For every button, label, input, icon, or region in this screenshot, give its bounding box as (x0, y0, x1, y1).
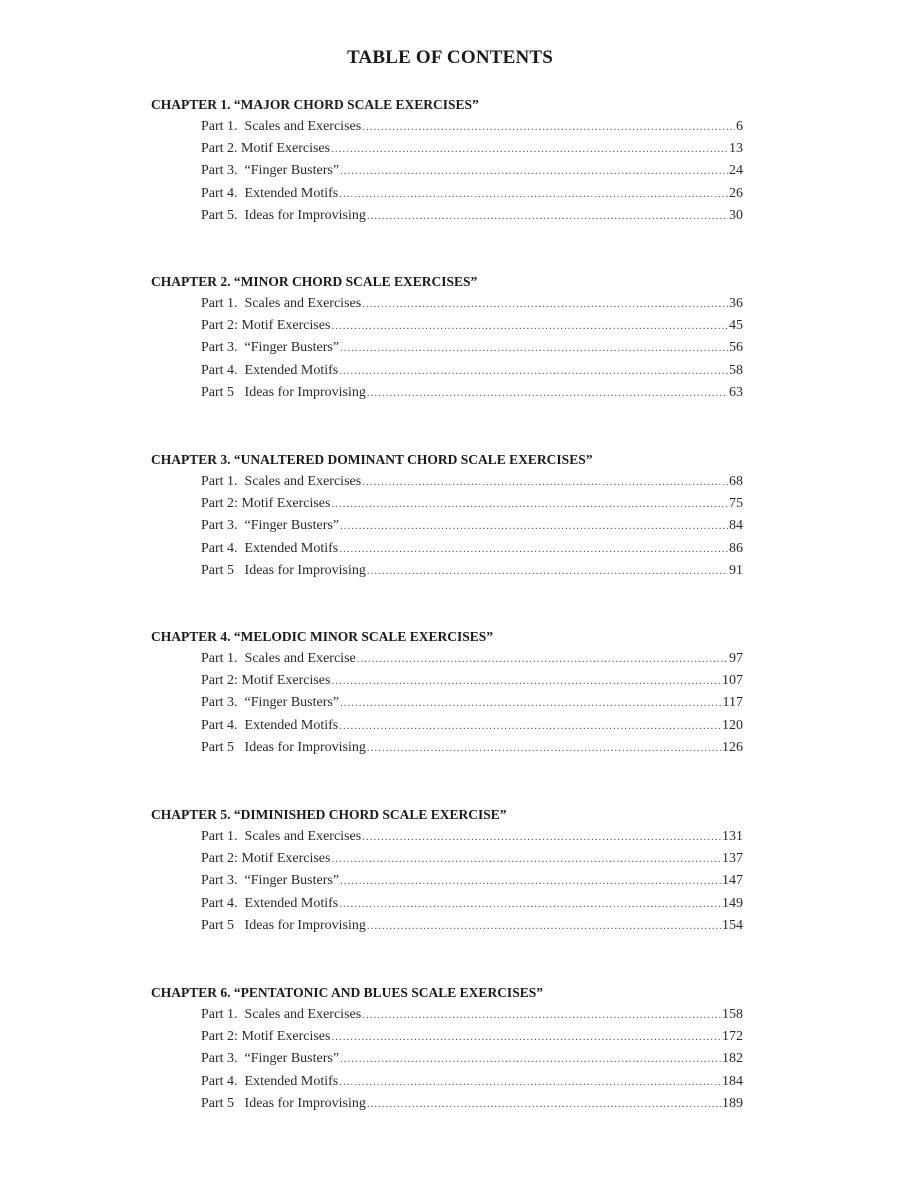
toc-entry (201, 848, 743, 870)
entry-page-number: 75 (729, 496, 743, 512)
entry-page-number: 24 (729, 163, 743, 179)
dot-leader (367, 1093, 721, 1115)
chapter-entry-list (151, 648, 743, 759)
entry-page-number: 137 (722, 851, 743, 867)
entry-label: Part 2: Motif Exercises (201, 496, 331, 512)
dot-leader (340, 870, 721, 892)
chapter-section (151, 804, 743, 937)
toc-entry (201, 670, 743, 692)
dot-leader (331, 670, 721, 692)
entry-page-number: 184 (722, 1073, 743, 1089)
chapter-heading: CHAPTER 4. “MELODIC MINOR SCALE EXERCISES” (151, 629, 494, 644)
toc-entry (201, 471, 743, 493)
entry-label: Part 5 Ideas for Improvising (201, 1095, 366, 1111)
entry-label: Part 3. “Finger Busters” (201, 695, 340, 711)
dot-leader (367, 205, 728, 227)
entry-label: Part 4. Extended Motifs (201, 895, 339, 911)
chapter-entry-list (151, 471, 743, 582)
dot-leader (362, 471, 728, 493)
entry-label: Part 3. “Finger Busters” (201, 1051, 340, 1067)
entry-label: Part 3. “Finger Busters” (201, 518, 340, 534)
page-title: TABLE OF CONTENTS (346, 47, 554, 68)
chapter-heading: CHAPTER 5. “DIMINISHED CHORD SCALE EXERCISE” (151, 807, 507, 822)
dot-leader (340, 1048, 721, 1070)
toc-entry (201, 293, 743, 315)
toc-entry (201, 893, 743, 915)
dot-leader (367, 382, 728, 404)
chapter-heading: CHAPTER 3. “UNALTERED DOMINANT CHORD SCALE EXERCISES” (151, 452, 593, 467)
toc-entry (201, 116, 743, 138)
dot-leader (339, 1071, 721, 1093)
chapter-section (151, 626, 743, 759)
toc-entry (201, 205, 743, 227)
entry-label: Part 1. Scales and Exercises (201, 829, 362, 844)
chapter-entry-list (151, 1004, 743, 1115)
toc-entry (201, 382, 743, 404)
dot-leader (331, 1026, 721, 1048)
dot-leader (362, 293, 728, 315)
entry-page-number: 120 (722, 717, 743, 733)
entry-page-number: 154 (722, 917, 743, 933)
entry-page-number: 26 (729, 185, 743, 201)
entry-label: Part 5. Ideas for Improvising (201, 207, 366, 223)
toc-entry (201, 715, 743, 737)
entry-label: Part 4. Extended Motifs (201, 717, 339, 733)
entry-label: Part 3. “Finger Busters” (201, 873, 340, 889)
entry-page-number: 107 (722, 673, 743, 689)
entry-label: Part 2: Motif Exercises (201, 673, 331, 689)
chapter-section (151, 271, 743, 404)
entry-page-number: 13 (729, 141, 743, 157)
entry-page-number: 30 (729, 207, 743, 223)
entry-label: Part 5 Ideas for Improvising (201, 384, 366, 400)
toc-entry (201, 1004, 743, 1026)
entry-label: Part 1. Scales and Exercises (201, 119, 362, 134)
dot-leader (362, 116, 735, 138)
dot-leader (331, 493, 728, 515)
dot-leader (339, 183, 728, 205)
dot-leader (340, 337, 728, 359)
dot-leader (340, 515, 728, 537)
entry-page-number: 117 (722, 695, 743, 711)
entry-label: Part 1. Scales and Exercises (201, 296, 362, 311)
entry-page-number: 158 (722, 1007, 743, 1022)
entry-label: Part 4. Extended Motifs (201, 362, 339, 378)
toc-entry (201, 870, 743, 892)
entry-page-number: 131 (722, 829, 743, 844)
entry-label: Part 2: Motif Exercises (201, 1029, 331, 1045)
dot-leader (362, 826, 721, 848)
entry-label: Part 4. Extended Motifs (201, 1073, 339, 1089)
toc-entry (201, 915, 743, 937)
toc-entry (201, 648, 743, 670)
dot-leader (331, 315, 728, 337)
toc-entry (201, 737, 743, 759)
entry-label: Part 3. “Finger Busters” (201, 340, 340, 356)
entry-page-number: 126 (722, 739, 743, 755)
toc-entry (201, 360, 743, 382)
toc-entry (201, 1048, 743, 1070)
dot-leader (331, 138, 728, 160)
toc-entry (201, 692, 743, 714)
chapter-section (151, 982, 743, 1115)
toc-entry (201, 538, 743, 560)
toc-entry (201, 1026, 743, 1048)
entry-page-number: 86 (729, 540, 743, 556)
entry-label: Part 2. Motif Exercises (201, 141, 331, 157)
entry-label: Part 1. Scales and Exercise (201, 651, 356, 666)
entry-label: Part 2: Motif Exercises (201, 318, 331, 334)
entry-label: Part 2: Motif Exercises (201, 851, 331, 867)
chapter-section (151, 94, 743, 227)
entry-label: Part 5 Ideas for Improvising (201, 562, 366, 578)
dot-leader (340, 692, 721, 714)
entry-label: Part 4. Extended Motifs (201, 540, 339, 556)
entry-label: Part 4. Extended Motifs (201, 185, 339, 201)
dot-leader (362, 1004, 721, 1026)
entry-page-number: 189 (722, 1095, 743, 1111)
chapter-heading: CHAPTER 6. “PENTATONIC AND BLUES SCALE EXERCISES” (151, 985, 543, 1000)
entry-page-number: 172 (722, 1029, 743, 1045)
entry-page-number: 91 (729, 562, 743, 578)
entry-page-number: 36 (729, 296, 743, 311)
dot-leader (340, 160, 728, 182)
chapter-heading: CHAPTER 1. “MAJOR CHORD SCALE EXERCISES” (151, 97, 479, 112)
chapter-entry-list (151, 293, 743, 404)
entry-page-number: 6 (736, 119, 743, 134)
entry-label: Part 5 Ideas for Improvising (201, 739, 366, 755)
chapter-entry-list (151, 116, 743, 227)
chapter-entry-list (151, 826, 743, 937)
toc-entry (201, 1071, 743, 1093)
entry-label: Part 1. Scales and Exercises (201, 474, 362, 489)
dot-leader (339, 893, 721, 915)
dot-leader (367, 560, 728, 582)
entry-label: Part 5 Ideas for Improvising (201, 917, 366, 933)
entry-page-number: 56 (729, 340, 743, 356)
toc-entry (201, 515, 743, 537)
dot-leader (339, 360, 728, 382)
entry-page-number: 45 (729, 318, 743, 334)
toc-entry (201, 337, 743, 359)
toc-entry (201, 1093, 743, 1115)
entry-page-number: 84 (729, 518, 743, 534)
dot-leader (339, 538, 728, 560)
toc-entry (201, 315, 743, 337)
dot-leader (367, 915, 721, 937)
entry-page-number: 147 (722, 873, 743, 889)
entry-label: Part 1. Scales and Exercises (201, 1007, 362, 1022)
chapter-section (151, 449, 743, 582)
entry-label: Part 3. “Finger Busters” (201, 163, 340, 179)
chapter-heading: CHAPTER 2. “MINOR CHORD SCALE EXERCISES” (151, 274, 478, 289)
dot-leader (357, 648, 728, 670)
toc-entry (201, 826, 743, 848)
entry-page-number: 182 (722, 1051, 743, 1067)
toc-entry (201, 493, 743, 515)
toc-entry (201, 183, 743, 205)
dot-leader (331, 848, 721, 870)
toc-entry (201, 138, 743, 160)
toc-entry (201, 160, 743, 182)
entry-page-number: 149 (722, 895, 743, 911)
entry-page-number: 63 (729, 384, 743, 400)
toc-entry (201, 560, 743, 582)
dot-leader (339, 715, 721, 737)
entry-page-number: 68 (729, 474, 743, 489)
dot-leader (367, 737, 721, 759)
entry-page-number: 97 (729, 651, 743, 666)
entry-page-number: 58 (729, 362, 743, 378)
